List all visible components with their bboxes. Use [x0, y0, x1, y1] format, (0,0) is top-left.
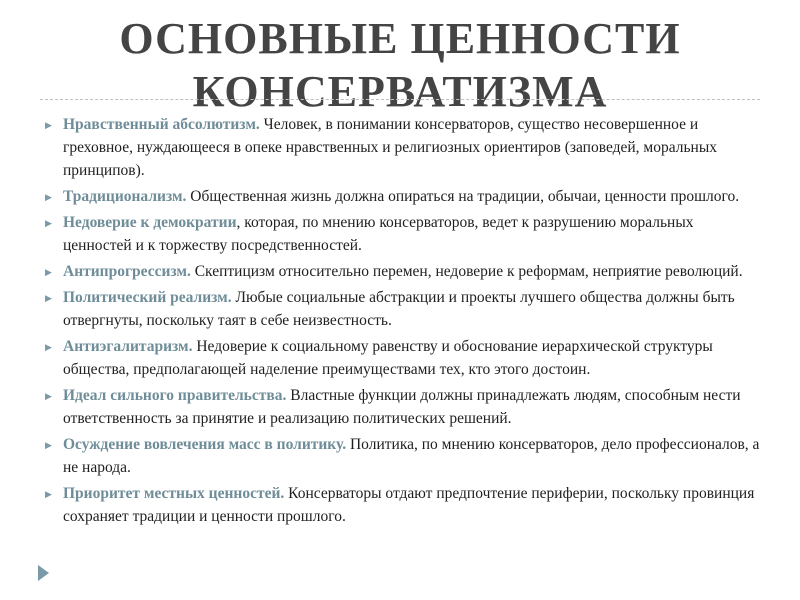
list-item: [44, 433, 764, 479]
slide-title: [0, 13, 800, 119]
item-term: Недоверие к демократии: [63, 214, 237, 231]
list-item: [44, 113, 764, 182]
slide-title-line-1: ОСНОВНЫЕ ЦЕННОСТИ: [119, 14, 681, 64]
list-item: [44, 286, 764, 332]
triangle-right-bullet-icon: ▶: [45, 489, 52, 499]
item-term-sep: .: [282, 387, 287, 404]
list-item: [44, 211, 764, 257]
item-term-sep: .: [182, 188, 187, 205]
item-term: Традиционализм: [63, 188, 183, 205]
item-term: Антиэгалитаризм: [63, 338, 189, 355]
item-text: Политика, по мнению консерваторов, дело профессионалов, а не народа.: [63, 436, 760, 476]
triangle-right-bullet-icon: ▶: [45, 391, 52, 401]
list-item: [44, 335, 764, 381]
item-term-sep: .: [188, 338, 193, 355]
item-text: Любые социальные абстракции и проекты лучшего общества должны быть отвергнуты, поскольку таят в себе неизвестность.: [63, 289, 735, 329]
item-text: Консерваторы отдают предпочтение периферии, поскольку провинция сохраняет традиции и ценности прошлого.: [63, 485, 755, 525]
triangle-right-bullet-icon: ▶: [45, 218, 52, 228]
triangle-right-bullet-icon: ▶: [45, 120, 52, 130]
item-term: Осуждение вовлечения масс в политику: [63, 436, 343, 453]
triangle-right-bullet-icon: ▶: [45, 267, 52, 277]
item-term-sep: .: [186, 263, 191, 280]
triangle-right-bullet-icon: ▶: [45, 192, 52, 202]
item-term-sep: .: [342, 436, 347, 453]
list-item: [44, 482, 764, 528]
item-text: Властные функции должны принадлежать людям, способным нести ответственность за принятие и реализацию политических решений.: [63, 387, 741, 427]
item-term: Приоритет местных ценностей: [63, 485, 281, 502]
item-term-sep: .: [255, 116, 260, 133]
item-term-sep: .: [227, 289, 232, 306]
item-term-sep: .: [280, 485, 285, 502]
list-item: [44, 260, 764, 283]
list-item: [44, 384, 764, 430]
item-term: Идеал сильного правительства: [63, 387, 283, 404]
arrow-right-icon[interactable]: [38, 565, 49, 581]
triangle-right-bullet-icon: ▶: [45, 293, 52, 303]
triangle-right-bullet-icon: ▶: [45, 342, 52, 352]
item-text: , которая, по мнению консерваторов, ведет к разрушению моральных ценностей и к торжеству посредственностей.: [63, 214, 694, 254]
list-item: [44, 185, 764, 208]
item-text: Человек, в понимании консерваторов, существо несовершенное и греховное, нуждающееся в опеке нравственных и религиозных ориентиров (заповедей, моральных принципов).: [63, 116, 718, 179]
values-list: [44, 113, 764, 531]
item-term: Антипрогрессизм: [63, 263, 187, 280]
item-text: Недоверие к социальному равенству и обоснование иерархической структуры общества, предполагающей наделение преимуществами тех, кто этого достоин.: [63, 338, 713, 378]
triangle-right-bullet-icon: ▶: [45, 440, 52, 450]
item-term: Нравственный абсолютизм: [63, 116, 256, 133]
item-text: Общественная жизнь должна опираться на традиции, обычаи, ценности прошлого.: [186, 188, 740, 205]
item-text: Скептицизм относительно перемен, недоверие к реформам, неприятие революций.: [190, 263, 743, 280]
slide-title-line-2: КОНСЕРВАТИЗМА: [192, 67, 608, 117]
item-term: Политический реализм: [63, 289, 228, 306]
title-divider: [40, 99, 760, 100]
